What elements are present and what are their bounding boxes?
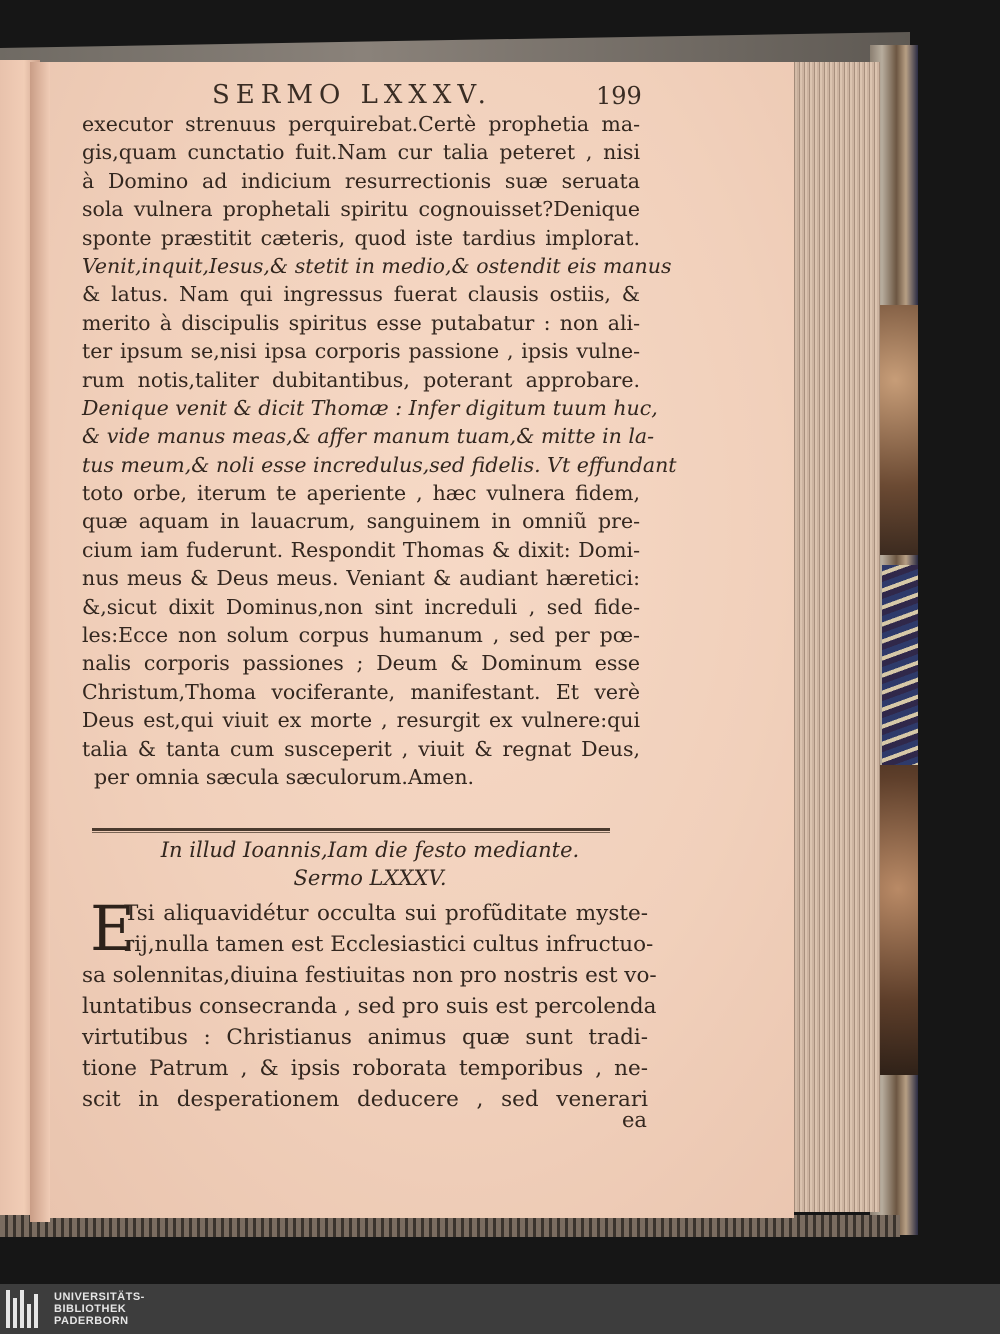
- text-line: à Domino ad indicium resurrectionis suæ seruata: [82, 168, 640, 193]
- text-line: & latus. Nam qui ingressus fuerat clausis ostiis, &: [82, 282, 640, 307]
- text-line: talia & tanta cum susceperit , viuit & regnat Deus,: [82, 736, 640, 761]
- marbled-cover-patch: [880, 305, 918, 555]
- text-line: ter ipsum se,nisi ipsa corporis passione , ipsis vulne-: [82, 339, 640, 364]
- sermon-text: [82, 892, 657, 1115]
- text-line: gis,quam cunctatio fuit.Nam cur talia peteret , nisi: [82, 140, 640, 165]
- text-line: nalis corporis passiones ; Deum & Dominum esse: [82, 651, 640, 676]
- text-line: tione Patrum , & ipsis roborata temporibus , ne-: [82, 1056, 648, 1081]
- text-line: scit in desperationem deducere , sed venerari: [82, 1087, 648, 1112]
- library-bars-icon: [6, 1290, 46, 1328]
- text-line: Venit,inquit,Iesus,& stetit in medio,& ostendit eis manus: [82, 253, 672, 278]
- text-line: les:Ecce non solum corpus humanum , sed per pœ-: [82, 623, 640, 648]
- text-line: toto orbe, iterum te aperiente , hæc vulnera fidem,: [82, 481, 640, 506]
- text-line: Denique venit & dicit Thomæ : Infer digitum tuum huc,: [82, 395, 658, 420]
- marbled-cover-patch: [882, 565, 918, 765]
- sermon-number: Sermo LXXXV.: [293, 866, 447, 890]
- text-line: &,sicut dixit Dominus,non sint increduli , sed fide-: [82, 594, 640, 619]
- text-line: Christum,Thoma vociferante, manifestant. Et verè: [82, 679, 640, 704]
- text-line: Deus est,qui viuit ex morte , resurgit ex vulnere:qui: [82, 708, 640, 733]
- text-line: nus meus & Deus meus. Veniant & audiant hæretici:: [82, 566, 640, 591]
- drop-capital: E: [90, 892, 136, 965]
- library-logo[interactable]: [54, 1291, 145, 1327]
- footer-bar: [0, 1284, 1000, 1334]
- text-line: cium iam fuderunt. Respondit Thomas & dixit: Domi-: [82, 537, 640, 562]
- body-text: [82, 110, 677, 791]
- text-line: & vide manus meas,& affer manum tuam,& mitte in la-: [82, 424, 655, 449]
- logo-line: PADERBORN: [54, 1315, 129, 1327]
- text-line: merito à discipulis spiritus esse putabatur : non ali-: [82, 310, 640, 335]
- text-line: rum notis,taliter dubitantibus, poterant approbare.: [82, 367, 640, 392]
- section-divider: [92, 828, 610, 831]
- running-head: SERMO LXXXV.: [212, 80, 492, 110]
- text-line: sa solennitas,diuina festiuitas non pro nostris est vo-: [82, 963, 657, 988]
- text-line: Tsi aliquavidétur occulta sui profũditate myste-: [124, 901, 648, 926]
- marbled-cover-patch: [878, 765, 918, 1075]
- text-line: quæ aquam in lauacrum, sanguinem in omniũ pre-: [82, 509, 640, 534]
- text-line: rij,nulla tamen est Ecclesiastici cultus infructuo-: [124, 932, 654, 957]
- text-line: executor strenuus perquirebat.Certè prophetia ma-: [82, 112, 640, 136]
- book-bottom-edge: [0, 1215, 900, 1237]
- text-line: luntatibus consecranda , sed pro suis est percolenda: [82, 994, 657, 1019]
- text-line: sola vulnera prophetali spiritu cognouisset?Denique: [82, 197, 640, 222]
- sermon-title: In illud Ioannis,Iam die festo mediante.: [160, 838, 580, 862]
- logo-line: BIBLIOTHEK: [54, 1303, 127, 1315]
- text-line: per omnia sæcula sæculorum.Amen.: [94, 764, 475, 789]
- text-line: tus meum,& noli esse incredulus,sed fidelis. Vt effundant: [82, 452, 677, 477]
- page-number: 199: [596, 82, 642, 110]
- logo-line: UNIVERSITÄTS-: [54, 1291, 145, 1303]
- text-line: virtutibus : Christianus animus quæ sunt tradi-: [82, 1025, 648, 1050]
- text-line: sponte præstitit cæteris, quod iste tardius implorat.: [82, 225, 640, 250]
- catchword: ea: [622, 1108, 647, 1132]
- book-gutter: [30, 62, 50, 1222]
